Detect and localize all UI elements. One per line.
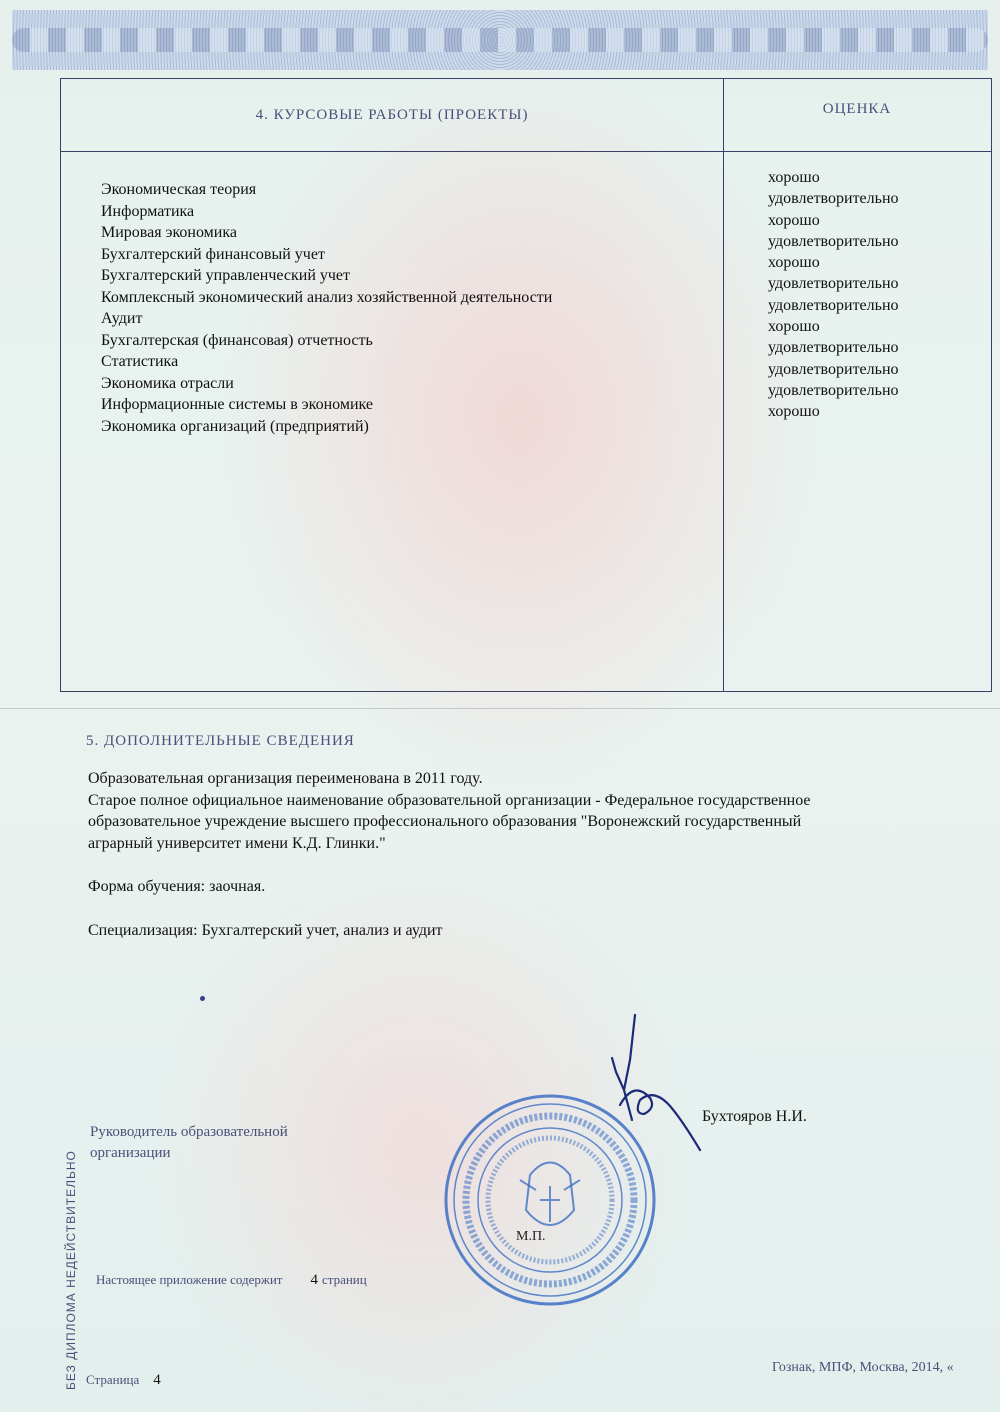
subject-item: Бухгалтерский финансовый учет: [101, 245, 325, 263]
grade-item: удовлетворительно: [768, 275, 899, 293]
grade-item: удовлетворительно: [768, 381, 899, 399]
additional-info-title: 5. ДОПОЛНИТЕЛЬНЫЕ СВЕДЕНИЯ: [86, 733, 355, 749]
head-name: Бухтояров Н.И.: [702, 1108, 807, 1125]
subject-item: Бухгалтерский управленческий учет: [101, 267, 351, 284]
subject-item: Аудит: [101, 310, 143, 327]
grades-list: [768, 167, 988, 423]
grade-item: хорошо: [768, 318, 820, 336]
course-works-table: [60, 78, 992, 692]
page-label: Страница: [86, 1372, 140, 1387]
old-name-line-1: Старое полное официальное наименование образовательной организации - Федеральное государственное: [88, 791, 811, 809]
grade-item: удовлетворительно: [768, 296, 899, 314]
guilloche-wave: [12, 28, 988, 52]
page-number-footer: [86, 1372, 161, 1389]
column-divider: [723, 79, 724, 691]
ink-dot: [200, 996, 205, 1001]
grade-item: удовлетворительно: [768, 339, 899, 357]
old-name-line-2: образовательное учреждение высшего профессионального образования "Воронежский государственный: [88, 813, 802, 830]
head-of-organization-label: [90, 1122, 288, 1164]
subject-item: Информационные системы в экономике: [101, 396, 373, 413]
subject-item: Комплексный экономический анализ хозяйственной деятельности: [101, 288, 553, 306]
renamed-text: Образовательная организация переименована в 2011 году.: [88, 770, 483, 787]
grade-column-title: ОЦЕНКА: [822, 101, 892, 117]
subject-item: Статистика: [101, 353, 179, 370]
pages-label: Настоящее приложение содержит: [96, 1272, 283, 1287]
page-number: 4: [153, 1372, 161, 1388]
pages-unit: страниц: [321, 1272, 367, 1287]
vertical-validity-note: БЕЗ ДИПЛОМА НЕДЕЙСТВИТЕЛЬНО: [64, 1150, 78, 1390]
grade-item: хорошо: [768, 211, 820, 229]
printer-imprint: Гознак, МПФ, Москва, 2014, «: [772, 1360, 954, 1375]
page-fold-line: [0, 708, 1000, 709]
grade-item: хорошо: [768, 403, 820, 421]
pages-count: 4: [310, 1272, 318, 1288]
additional-info-body: [88, 768, 968, 941]
subject-item: Экономическая теория: [101, 181, 257, 198]
study-form-text: Форма обучения: заочная.: [88, 878, 266, 895]
subject-item: Экономика организаций (предприятий): [101, 417, 369, 435]
grade-item: хорошо: [768, 169, 820, 186]
handwritten-signature: [590, 1010, 710, 1160]
pages-count-note: [96, 1272, 367, 1289]
subject-item: Экономика отрасли: [101, 374, 234, 392]
head-label-line-2: организации: [90, 1145, 171, 1161]
grade-item: удовлетворительно: [768, 190, 899, 208]
subject-item: Информатика: [101, 202, 195, 220]
grade-item: удовлетворительно: [768, 232, 899, 250]
subjects-list: [101, 179, 701, 437]
course-works-title: 4. КУРСОВЫЕ РАБОТЫ (ПРОЕКТЫ): [255, 107, 529, 123]
grade-item: хорошо: [768, 254, 820, 272]
grade-item: удовлетворительно: [768, 360, 899, 378]
old-name-line-3: аграрный университет имени К.Д. Глинки.": [88, 834, 386, 852]
guilloche-border: [12, 10, 988, 70]
subject-item: Мировая экономика: [101, 224, 237, 241]
head-label-line-1: Руководитель образовательной: [90, 1124, 288, 1140]
subject-item: Бухгалтерская (финансовая) отчетность: [101, 331, 373, 349]
seal-mark: М.П.: [516, 1229, 546, 1244]
specialization-text: Специализация: Бухгалтерский учет, анализ и аудит: [88, 921, 443, 939]
